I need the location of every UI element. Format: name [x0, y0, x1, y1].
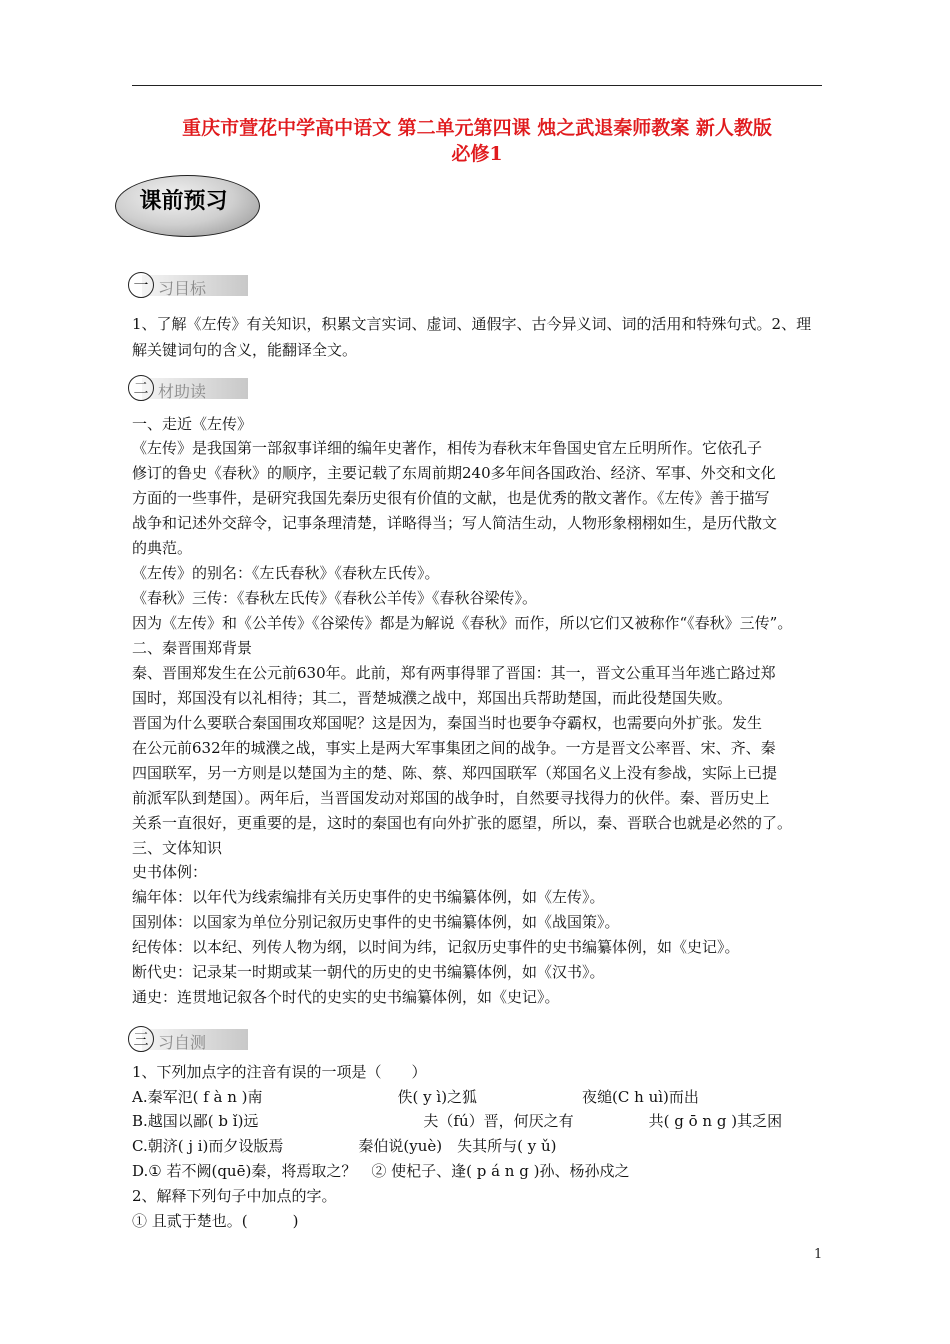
section-number-circle: 一	[128, 272, 154, 298]
section-header-selftest	[128, 1026, 250, 1052]
body-line: 二、秦晋围郑背景	[132, 639, 253, 657]
question-line: 1、下列加点字的注音有误的一项是（ ）	[132, 1063, 427, 1081]
option-line: D.① 若不阙(quē)秦，将焉取之？ ② 使杞子、逢( p á n g )孙、杨孙戍之	[132, 1162, 630, 1180]
section-header-reading	[128, 375, 250, 401]
body-line: 前派军队到楚国）。两年后，当晋国发动对郑国的战争时，自然要寻找得力的伙伴。秦、晋历史上	[132, 789, 770, 807]
header-rule	[132, 85, 822, 86]
body-line: 解关键词句的含义，能翻译全文。	[132, 341, 358, 359]
section-header-label: 习自测	[158, 1033, 207, 1052]
section-number-circle: 二	[128, 375, 154, 401]
preview-banner-label: 课前预习	[139, 187, 228, 214]
section-header-label: 材助读	[158, 382, 207, 401]
question-line: 2、解释下列句子中加点的字。	[132, 1187, 337, 1205]
document-title-line1: 重庆市萱花中学高中语文 第二单元第四课 烛之武退秦师教案 新人教版	[182, 117, 772, 139]
body-line: 断代史：记录某一时期或某一朝代的历史的史书编纂体例，如《汉书》。	[132, 963, 605, 981]
option-line: C.朝济( j i)而夕设版焉 秦伯说(yuè) 失其所与( y ǔ)	[132, 1137, 557, 1155]
body-line: 一、走近《左传》	[132, 415, 253, 433]
section-header-label: 习目标	[158, 279, 207, 298]
section-number-circle: 三	[128, 1026, 154, 1052]
body-line: 国时，郑国没有以礼相待；其二，晋楚城濮之战中，郑国出兵帮助楚国，而此役楚国失败。	[132, 689, 733, 707]
body-line: 在公元前632年的城濮之战，事实上是两大军事集团之间的战争。一方是晋文公率晋、宋、齐、秦	[132, 739, 776, 757]
document-title-line2: 必修1	[451, 143, 503, 165]
body-line: 纪传体：以本纪、列传人物为纲，以时间为纬，记叙历史事件的史书编纂体例，如《史记》。	[132, 938, 740, 956]
body-line: 通史：连贯地记叙各个时代的史实的史书编纂体例，如《史记》。	[132, 988, 560, 1006]
body-line: 战争和记述外交辞令，记事条理清楚，详略得当；写人简洁生动，人物形象栩栩如生，是历代散文	[132, 514, 778, 532]
body-line: 秦、晋围郑发生在公元前630年。此前，郑有两事得罪了晋国：其一，晋文公重耳当年逃亡路过郑	[132, 664, 776, 682]
question-line: ① 且贰于楚也。( )	[132, 1212, 299, 1230]
body-line: 国别体：以国家为单位分别记叙历史事件的史书编纂体例，如《战国策》。	[132, 913, 620, 931]
body-line: 《左传》的别名：《左氏春秋》《春秋左氏传》。	[132, 564, 440, 582]
body-line: 《左传》是我国第一部叙事详细的编年史著作，相传为春秋末年鲁国史官左丘明所作。它依孔子	[132, 439, 763, 457]
body-line: 四国联军，另一方则是以楚国为主的楚、陈、蔡、郑四国联军（郑国名义上没有参战，实际上已提	[132, 764, 778, 782]
body-line: 修订的鲁史《春秋》的顺序，主要记载了东周前期240多年间各国政治、经济、军事、外交和文化	[132, 464, 776, 482]
section-header-objectives	[128, 272, 250, 298]
preview-banner	[115, 175, 260, 237]
body-line: 史书体例：	[132, 863, 208, 881]
body-line: 因为《左传》和《公羊传》《谷梁传》都是为解说《春秋》而作，所以它们又被称作“《春秋》三传”。	[132, 614, 793, 632]
option-line: A.秦军氾( f à n )南 佚( y ì)之狐 夜缒(C h uì)而出	[132, 1088, 699, 1106]
body-line: 方面的一些事件，是研究我国先秦历史很有价值的文献，也是优秀的散文著作。《左传》善于描写	[132, 489, 770, 507]
body-line: 关系一直很好，更重要的是，这时的秦国也有向外扩张的愿望，所以，秦、晋联合也就是必然的了。	[132, 814, 793, 832]
body-line: 的典范。	[132, 539, 193, 557]
body-line: 《春秋》三传：《春秋左氏传》《春秋公羊传》《春秋谷梁传》。	[132, 589, 538, 607]
body-line: 三、文体知识	[132, 839, 223, 857]
option-line: B.越国以鄙( b ǐ)远 夫（fú）晋，何厌之有 共( g ō n g )其乏困	[132, 1112, 783, 1130]
page-number: 1	[814, 1247, 823, 1262]
body-line: 晋国为什么要联合秦国围攻郑国呢？这是因为，秦国当时也要争夺霸权，也需要向外扩张。发生	[132, 714, 763, 732]
body-line: 编年体：以年代为线索编排有关历史事件的史书编纂体例，如《左传》。	[132, 888, 605, 906]
body-line: 1、了解《左传》有关知识，积累文言实词、虚词、通假字、古今异义词、词的活用和特殊句式。2、理	[132, 315, 812, 333]
